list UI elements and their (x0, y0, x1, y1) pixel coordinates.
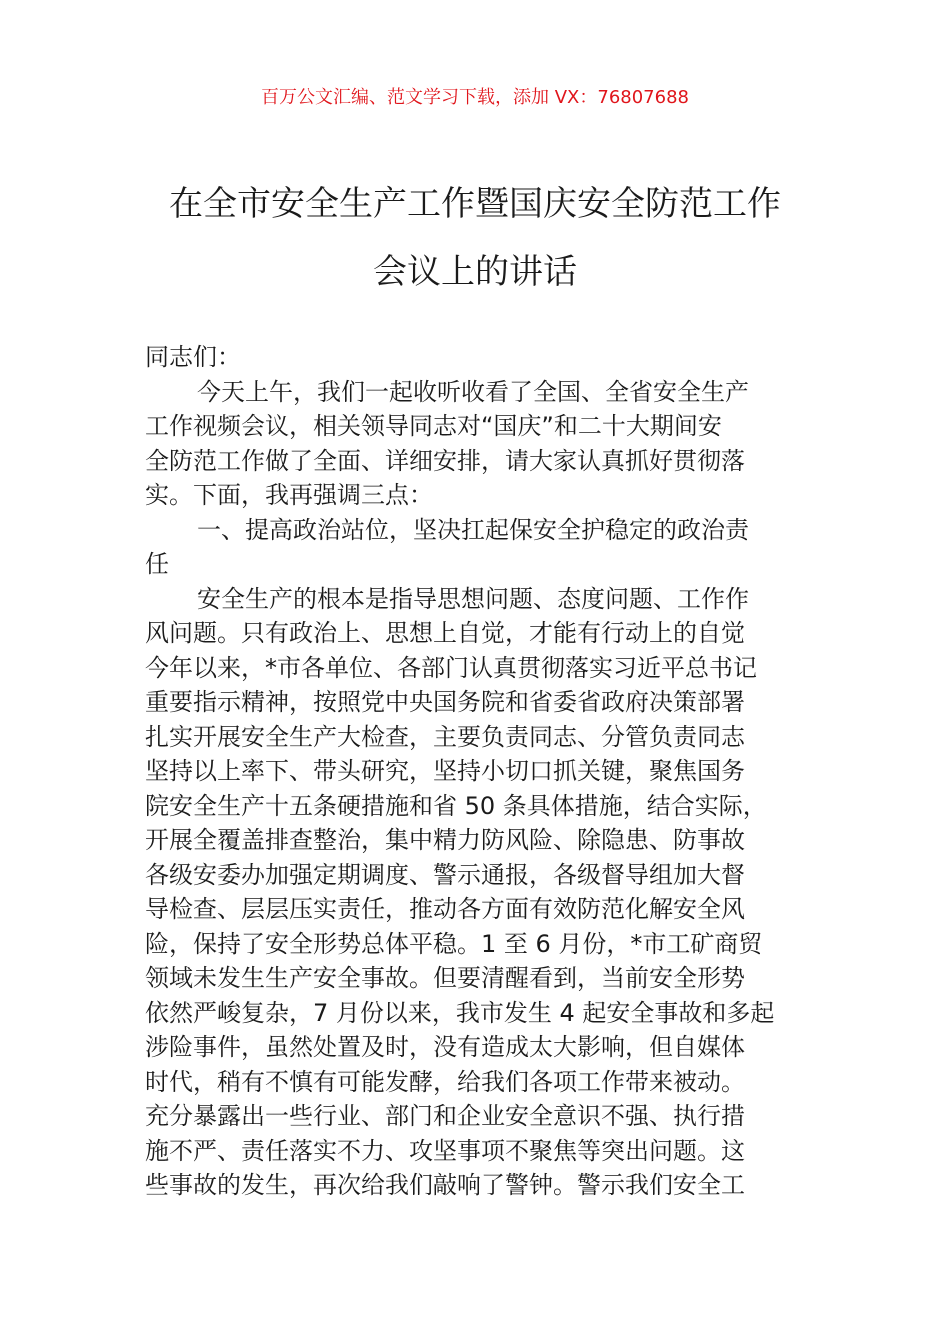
paragraph-line: 工作视频会议，相关领导同志对“国庆”和二十大期间安 (145, 412, 722, 440)
paragraph-line: 时代，稍有不慎有可能发酵，给我们各项工作带来被动。 (145, 1067, 745, 1096)
paragraph-line: 坚持以上率下、带头研究，坚持小切口抓关键，聚焦国务 (145, 757, 745, 785)
paragraph-line: 重要指示精神，按照党中央国务院和省委省政府决策部署 (145, 688, 745, 716)
paragraph-line: 今天上午，我们一起收听收看了全国、全省安全生产 (197, 377, 749, 406)
paragraph-line: 涉险事件，虽然处置及时，没有造成太大影响，但自媒体 (145, 1033, 745, 1061)
paragraph-line: 导检查、层层压实责任，推动各方面有效防范化解安全风 (145, 895, 745, 923)
paragraph-line: 险，保持了安全形势总体平稳。1 至 6 月份，*市工矿商贸 (145, 929, 763, 958)
paragraph-line: 今年以来，*市各单位、各部门认真贯彻落实习近平总书记 (145, 653, 757, 682)
header-watermark-note: 百万公文汇编、范文学习下载，添加 VX：76807688 (261, 87, 689, 108)
paragraph-line: 依然严峻复杂，7 月份以来，我市发生 4 起安全事故和多起 (145, 998, 775, 1027)
paragraph-line: 安全生产的根本是指导思想问题、态度问题、工作作 (197, 584, 749, 613)
document-body (145, 340, 810, 1203)
paragraph-line: 各级安委办加强定期调度、警示通报，各级督导组加大督 (145, 860, 745, 889)
salutation: 同志们： (145, 343, 241, 371)
section-heading-line: 一、提高政治站位，坚决扛起保安全护稳定的政治责 (197, 515, 749, 544)
paragraph-line: 充分暴露出一些行业、部门和企业安全意识不强、执行措 (145, 1102, 745, 1130)
document-title-line-1: 在全市安全生产工作暨国庆安全防范工作 (169, 184, 781, 224)
paragraph-line: 施不严、责任落实不力、攻坚事项不聚焦等突出问题。这 (145, 1136, 745, 1165)
paragraph-line: 领域未发生生产安全事故。但要清醒看到，当前安全形势 (145, 964, 745, 992)
document-title-line-2: 会议上的讲话 (373, 252, 577, 292)
paragraph-line: 院安全生产十五条硬措施和省 50 条具体措施，结合实际， (145, 791, 767, 820)
paragraph-line: 扎实开展安全生产大检查，主要负责同志、分管负责同志 (145, 722, 745, 751)
paragraph-line: 风问题。只有政治上、思想上自觉，才能有行动上的自觉 (145, 619, 745, 647)
paragraph-line: 全防范工作做了全面、详细安排，请大家认真抓好贯彻落 (145, 446, 745, 475)
paragraph-line: 开展全覆盖排查整治，集中精力防风险、除隐患、防事故 (145, 826, 745, 854)
paragraph-line: 些事故的发生，再次给我们敲响了警钟。警示我们安全工 (145, 1171, 745, 1199)
paragraph-line: 实。下面，我再强调三点： (145, 481, 433, 509)
section-heading-line: 任 (145, 550, 169, 578)
